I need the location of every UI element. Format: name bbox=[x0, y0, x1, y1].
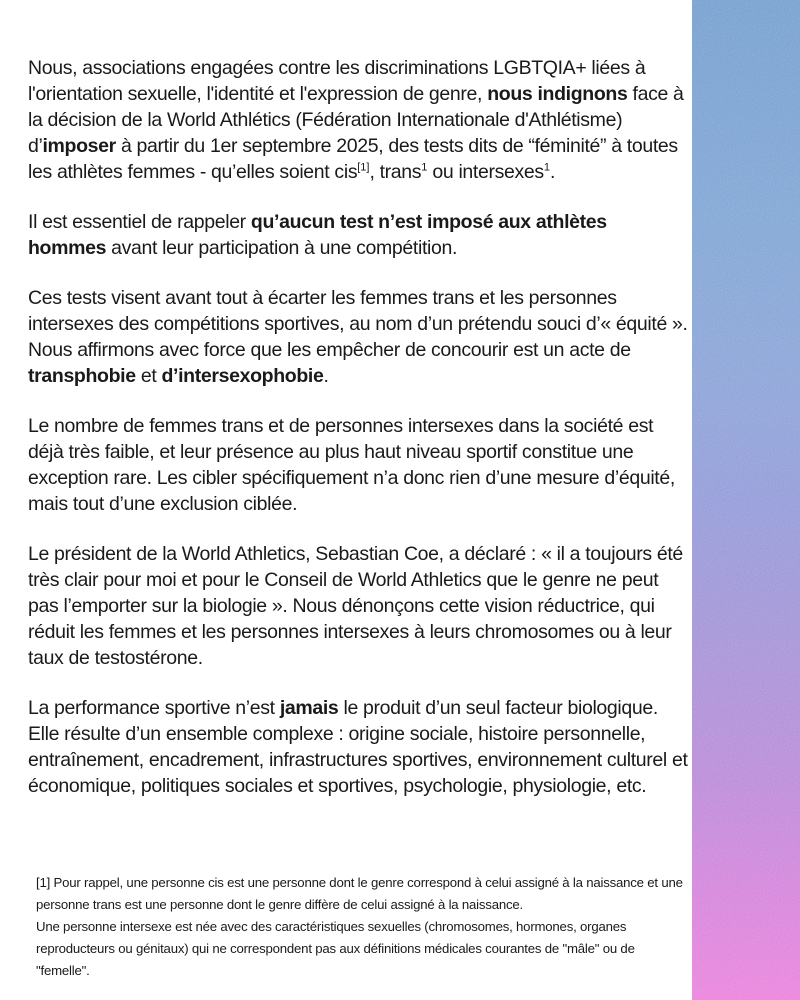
paragraph-6 bbox=[28, 695, 688, 799]
paragraph-4 bbox=[28, 413, 688, 517]
paragraph-1 bbox=[28, 55, 688, 185]
footnote-line-2: Une personne intersexe est née avec des caractéristiques sexuelles (chromosomes, hormones, organes reproducteurs ou génitaux) qui ne correspondent pas aux définitions médicales courantes de "mâle" ou de "femelle". bbox=[36, 919, 635, 978]
text-run: ou intersexes bbox=[427, 161, 544, 183]
superscript-ref: [1] bbox=[357, 161, 370, 174]
text-run: avant leur participation à une compétition. bbox=[106, 237, 458, 259]
text-run: Le président de la World Athletics, Sebastian Coe, a déclaré : « il a toujours été très clair pour moi et pour le Conseil de World Athletics que le genre ne peut pas l’emporter sur la biologie ». Nous dénonçons cette vision réductrice, qui réduit les femmes et les personnes intersexes à leurs chromosomes ou à leur taux de testostérone. bbox=[28, 543, 683, 669]
text-run: . bbox=[323, 365, 329, 387]
text-run: Nous, associations engagées contre les discriminations LGBTQIA+ liées à l'orientation sexuelle, l'identité et l'expression de genre, bbox=[28, 57, 646, 105]
text-run: Ces tests visent avant tout à écarter les femmes trans et les personnes intersexes des compétitions sportives, au nom d’un prétendu souci d’« équité ». Nous affirmons avec force que les empêcher de concourir est un acte de bbox=[28, 287, 688, 361]
bold-text: nous indignons bbox=[487, 83, 628, 105]
superscript-ref: 1 bbox=[543, 161, 550, 174]
text-run: le produit d’un seul facteur biologique. Elle résulte d’un ensemble complexe : origine sociale, histoire personnelle, entraînement, encadrement, infrastructures sportives, environnement culturel et économique, politiques sociales et sportives, psychologie, physiologie, etc. bbox=[28, 697, 688, 797]
text-run: , trans bbox=[369, 161, 422, 183]
gradient-strip bbox=[692, 0, 800, 1000]
text-run: Il est essentiel de rappeler bbox=[28, 211, 251, 233]
bold-text: qu’aucun test n’est imposé aux athlètes hommes bbox=[28, 211, 607, 259]
text-run: à partir du 1er septembre 2025, des tests dits de “féminité” à toutes les athlètes femmes - qu’elles soient cis bbox=[28, 135, 678, 183]
footnote-line-1: [1] Pour rappel, une personne cis est une personne dont le genre correspond à celui assigné à la naissance et une personne trans est une personne dont le genre diffère de celui assigné à la naissance. bbox=[36, 875, 683, 912]
paragraph-2 bbox=[28, 209, 688, 261]
text-run: et bbox=[135, 365, 162, 387]
text-run: Le nombre de femmes trans et de personnes intersexes dans la société est déjà très faible, et leur présence au plus haut niveau sportif constitue une exception rare. Les cibler spécifiquement n’a donc rien d’une mesure d’équité, mais tout d’une exclusion ciblée. bbox=[28, 415, 675, 515]
bold-text: imposer bbox=[42, 135, 116, 157]
statement-body bbox=[28, 55, 688, 823]
footnote bbox=[36, 872, 684, 982]
paragraph-5 bbox=[28, 541, 688, 671]
bold-text: jamais bbox=[279, 697, 339, 719]
paragraph-3 bbox=[28, 285, 688, 389]
bold-text: transphobie bbox=[28, 365, 136, 387]
text-run: . bbox=[549, 161, 556, 183]
text-run: La performance sportive n’est bbox=[28, 697, 280, 719]
grain-texture bbox=[692, 0, 800, 1000]
superscript-ref: 1 bbox=[421, 161, 428, 174]
bold-text: d’intersexophobie bbox=[161, 365, 324, 387]
text-run: face à la décision de la World Athlétics (Fédération Internationale d'Athlétisme) d’ bbox=[28, 83, 684, 157]
